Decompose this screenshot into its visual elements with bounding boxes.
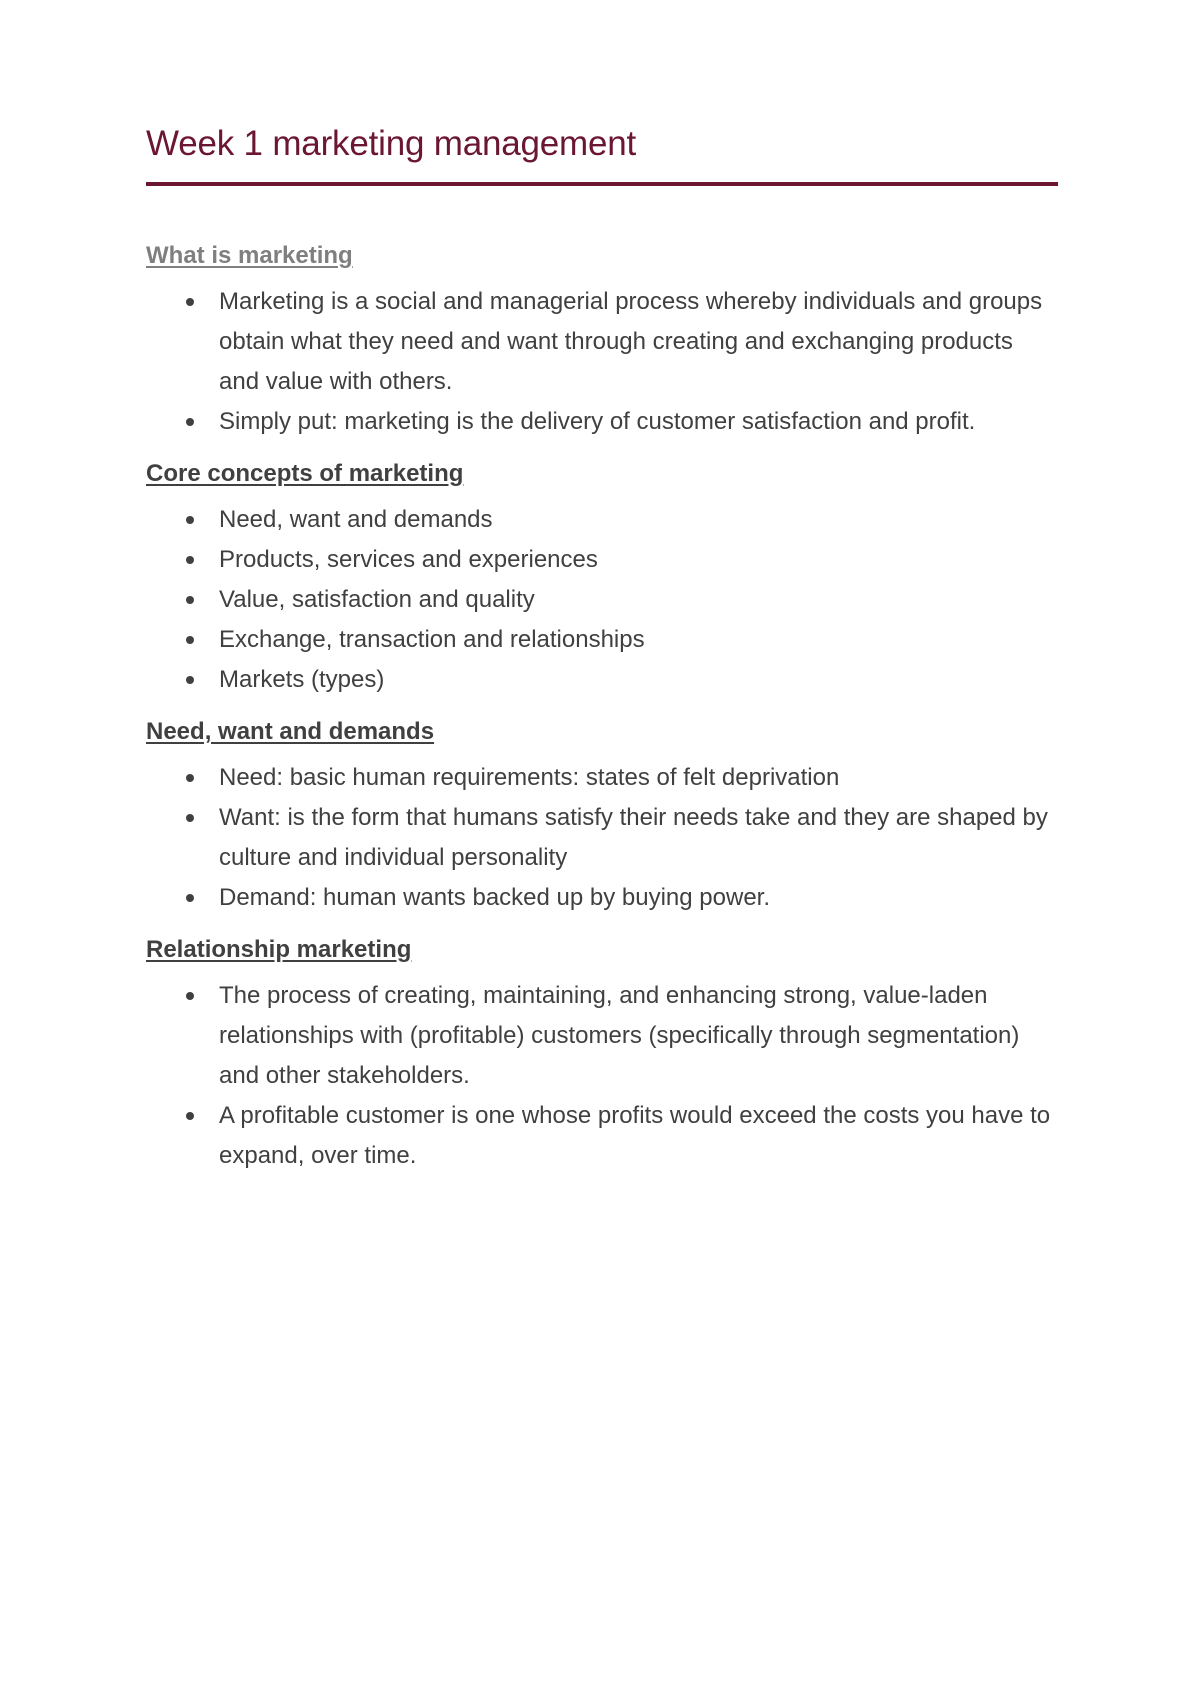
list-item <box>146 580 1058 620</box>
section-heading: Need, want and demands <box>146 718 435 745</box>
list-item-text: Products, services and experiences <box>219 546 598 573</box>
document-page <box>146 118 1058 1176</box>
list-item-text: The process of creating, maintaining, and enhancing strong, value-laden relationships with (profitable) customers (specifically through segmentation) and other stakeholders. <box>219 982 1020 1089</box>
bullet-icon <box>186 676 194 684</box>
list-item-text: Value, satisfaction and quality <box>219 586 535 613</box>
section-what-is-marketing <box>146 236 1058 442</box>
list-item <box>146 500 1058 540</box>
list-item-text: Exchange, transaction and relationships <box>219 626 645 653</box>
list-item <box>146 878 1058 918</box>
list-item <box>146 660 1058 700</box>
bullet-icon <box>186 1112 194 1120</box>
list-item-text: Need, want and demands <box>219 506 493 533</box>
bullet-icon <box>186 516 194 524</box>
bullet-icon <box>186 774 194 782</box>
bullet-icon <box>186 556 194 564</box>
bullet-icon <box>186 894 194 902</box>
list-item <box>146 798 1058 878</box>
list-item <box>146 1096 1058 1176</box>
list-item-text: A profitable customer is one whose profits would exceed the costs you have to expand, over time. <box>219 1102 1051 1169</box>
bullet-list <box>146 976 1058 1176</box>
list-item <box>146 402 1058 442</box>
section-heading: What is marketing <box>146 242 353 269</box>
list-item-text: Marketing is a social and managerial process whereby individuals and groups obtain what they need and want through creating and exchanging products and value with others. <box>219 288 1043 395</box>
bullet-icon <box>186 298 194 306</box>
bullet-icon <box>186 418 194 426</box>
list-item <box>146 282 1058 402</box>
bullet-icon <box>186 814 194 822</box>
title-divider <box>146 182 1058 186</box>
bullet-icon <box>186 992 194 1000</box>
section-core-concepts <box>146 454 1058 700</box>
list-item <box>146 620 1058 660</box>
list-item-text: Markets (types) <box>219 666 385 693</box>
list-item <box>146 540 1058 580</box>
list-item-text: Need: basic human requirements: states of felt deprivation <box>219 764 840 791</box>
bullet-icon <box>186 636 194 644</box>
list-item-text: Simply put: marketing is the delivery of customer satisfaction and profit. <box>219 408 976 435</box>
bullet-list <box>146 282 1058 442</box>
list-item <box>146 758 1058 798</box>
section-relationship-marketing <box>146 930 1058 1176</box>
section-need-want-demands <box>146 712 1058 918</box>
section-heading: Relationship marketing <box>146 936 412 963</box>
list-item-text: Want: is the form that humans satisfy their needs take and they are shaped by culture and individual personality <box>219 804 1048 871</box>
bullet-icon <box>186 596 194 604</box>
bullet-list <box>146 500 1058 700</box>
list-item-text: Demand: human wants backed up by buying power. <box>219 884 771 911</box>
section-heading: Core concepts of marketing <box>146 460 464 487</box>
document-title: Week 1 marketing management <box>146 124 637 163</box>
bullet-list <box>146 758 1058 918</box>
list-item <box>146 976 1058 1096</box>
